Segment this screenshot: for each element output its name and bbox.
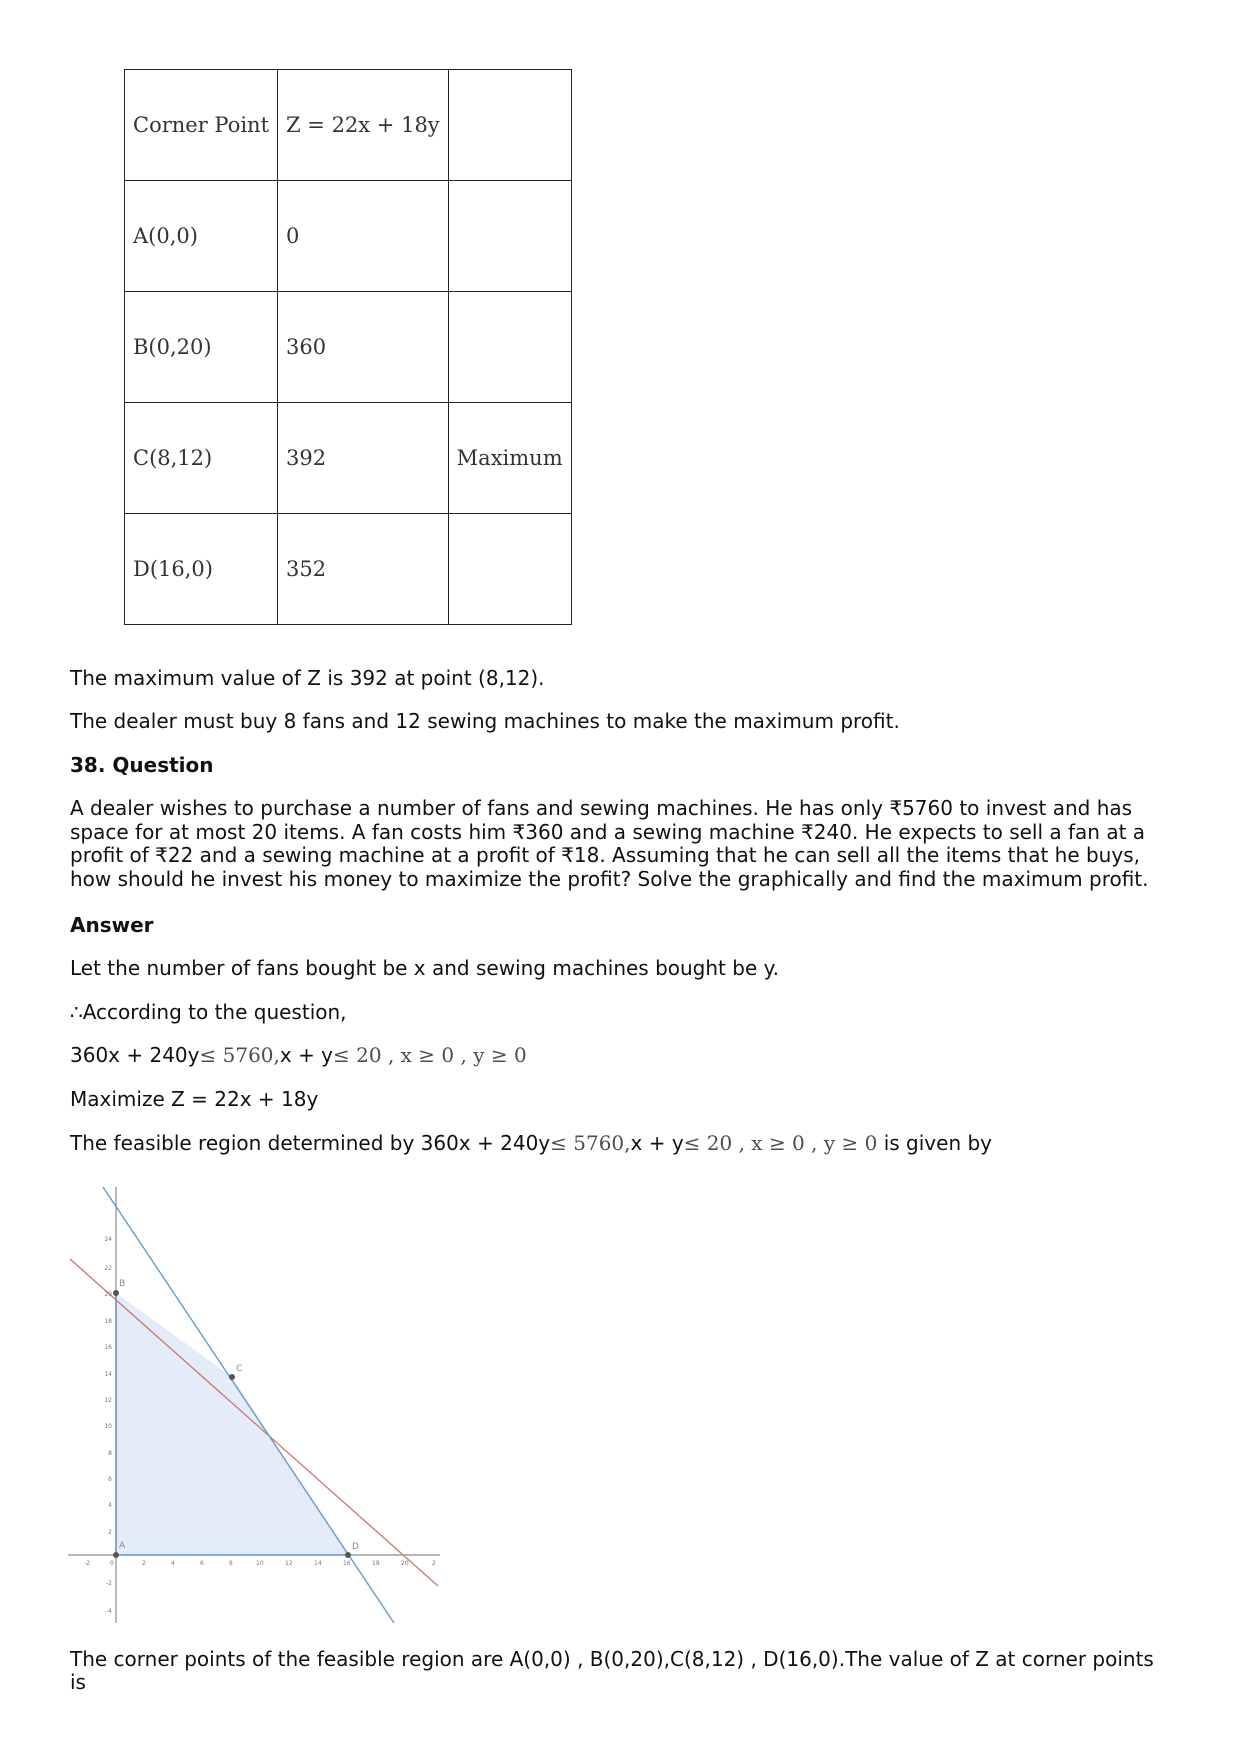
table-row: [125, 403, 572, 514]
point-label-c: C: [236, 1364, 243, 1374]
according-line: ∴According to the question,: [70, 1000, 347, 1024]
table-cell: [448, 70, 571, 181]
question-body: A dealer wishes to purchase a number of fans and sewing machines. He has only ₹5760 to invest and has space for at most 20 items. A fan costs him ₹360 and a sewing machine ₹240. He expects to sell a fan at a profit of ₹22 and a sewing machine at a profit of ₹18. Assuming that he can sell all the items that he buys, how should he invest his money to maximize the profit? Solve the graphically and find the maximum profit.: [70, 796, 1149, 891]
x-tick: -2: [84, 1560, 90, 1567]
table-cell: [448, 514, 571, 625]
point-a: [113, 1552, 119, 1558]
maximize-line: Maximize Z = 22x + 18y: [70, 1087, 319, 1111]
point-label-a: A: [119, 1541, 126, 1551]
constraint-part: 360x + 240y: [70, 1043, 200, 1067]
y-tick: 6: [108, 1476, 112, 1483]
table-cell: Corner Point: [125, 70, 278, 181]
constraint-part: x + y: [279, 1043, 334, 1067]
point-label-b: B: [119, 1279, 126, 1289]
y-tick: 20: [104, 1291, 112, 1298]
feasible-line: [70, 1131, 1170, 1155]
x-tick: 4: [171, 1560, 175, 1567]
feasible-region-graph: [68, 1183, 443, 1623]
x-tick-labels: [84, 1560, 436, 1567]
feasible-part: is given by: [883, 1131, 993, 1155]
feasible-region: [116, 1293, 348, 1555]
x-tick: 10: [256, 1560, 264, 1567]
x-tick: 8: [229, 1560, 233, 1567]
y-tick: -2: [106, 1580, 112, 1587]
feasible-part: The feasible region determined by 360x + 240y: [70, 1131, 551, 1155]
x-tick: 12: [285, 1560, 293, 1567]
point-label-d: D: [352, 1542, 359, 1552]
point-b: [113, 1290, 119, 1296]
table-cell: [448, 181, 571, 292]
x-tick: 16: [343, 1560, 351, 1567]
y-tick: 2: [108, 1529, 112, 1536]
table-cell: C(8,12): [125, 403, 278, 514]
corner-point-table: [124, 69, 572, 625]
y-tick: 24: [104, 1236, 112, 1243]
table-cell: D(16,0): [125, 514, 278, 625]
table-cell: 0: [278, 181, 449, 292]
answer-heading: Answer: [70, 913, 154, 937]
let-line: Let the number of fans bought be x and sewing machines bought be y.: [70, 956, 779, 980]
table-cell: 360: [278, 292, 449, 403]
y-tick: 8: [108, 1450, 112, 1457]
table-cell: [448, 292, 571, 403]
y-tick: 10: [104, 1423, 112, 1430]
x-tick: 14: [314, 1560, 322, 1567]
x-tick: 2: [432, 1560, 436, 1567]
table-cell: B(0,20): [125, 292, 278, 403]
x-tick: 6: [200, 1560, 204, 1567]
x-tick: 2: [142, 1560, 146, 1567]
y-tick: 14: [104, 1371, 112, 1378]
max-value-text: The maximum value of Z is 392 at point (8,12).: [70, 666, 545, 690]
y-tick: 4: [108, 1502, 112, 1509]
constraint-math: ≤ 20 , x ≥ 0 , y ≥ 0: [333, 1043, 527, 1067]
dealer-buy-text: The dealer must buy 8 fans and 12 sewing machines to make the maximum profit.: [70, 709, 900, 733]
point-c: [229, 1374, 235, 1380]
table-cell: A(0,0): [125, 181, 278, 292]
y-tick: 18: [104, 1318, 112, 1325]
y-tick: 16: [104, 1344, 112, 1351]
table-row: [125, 181, 572, 292]
table-row: [125, 292, 572, 403]
corner-points-text: The corner points of the feasible region are A(0,0) , B(0,20),C(8,12) , D(16,0).The value of Z at corner points is: [70, 1647, 1154, 1694]
constraints-line: [70, 1043, 1170, 1067]
y-tick: -4: [106, 1608, 112, 1615]
y-tick: 12: [104, 1397, 112, 1404]
constraint-math: ≤ 5760,: [199, 1043, 280, 1067]
x-tick: 0: [110, 1560, 114, 1567]
x-tick: 20: [401, 1560, 409, 1567]
table-row: [125, 514, 572, 625]
x-tick: 18: [372, 1560, 380, 1567]
table-cell: 392: [278, 403, 449, 514]
point-d: [345, 1552, 351, 1558]
y-tick-labels: [104, 1236, 112, 1615]
feasible-math: ≤ 20 , x ≥ 0 , y ≥ 0: [683, 1131, 878, 1155]
table-cell: Z = 22x + 18y: [278, 70, 449, 181]
feasible-math: ≤ 5760,: [550, 1131, 631, 1155]
table-cell: 352: [278, 514, 449, 625]
question-heading: 38. Question: [70, 753, 214, 777]
table-cell: Maximum: [448, 403, 571, 514]
table-header-row: [125, 70, 572, 181]
y-tick: 22: [104, 1265, 112, 1272]
feasible-part: x + y: [630, 1131, 684, 1155]
